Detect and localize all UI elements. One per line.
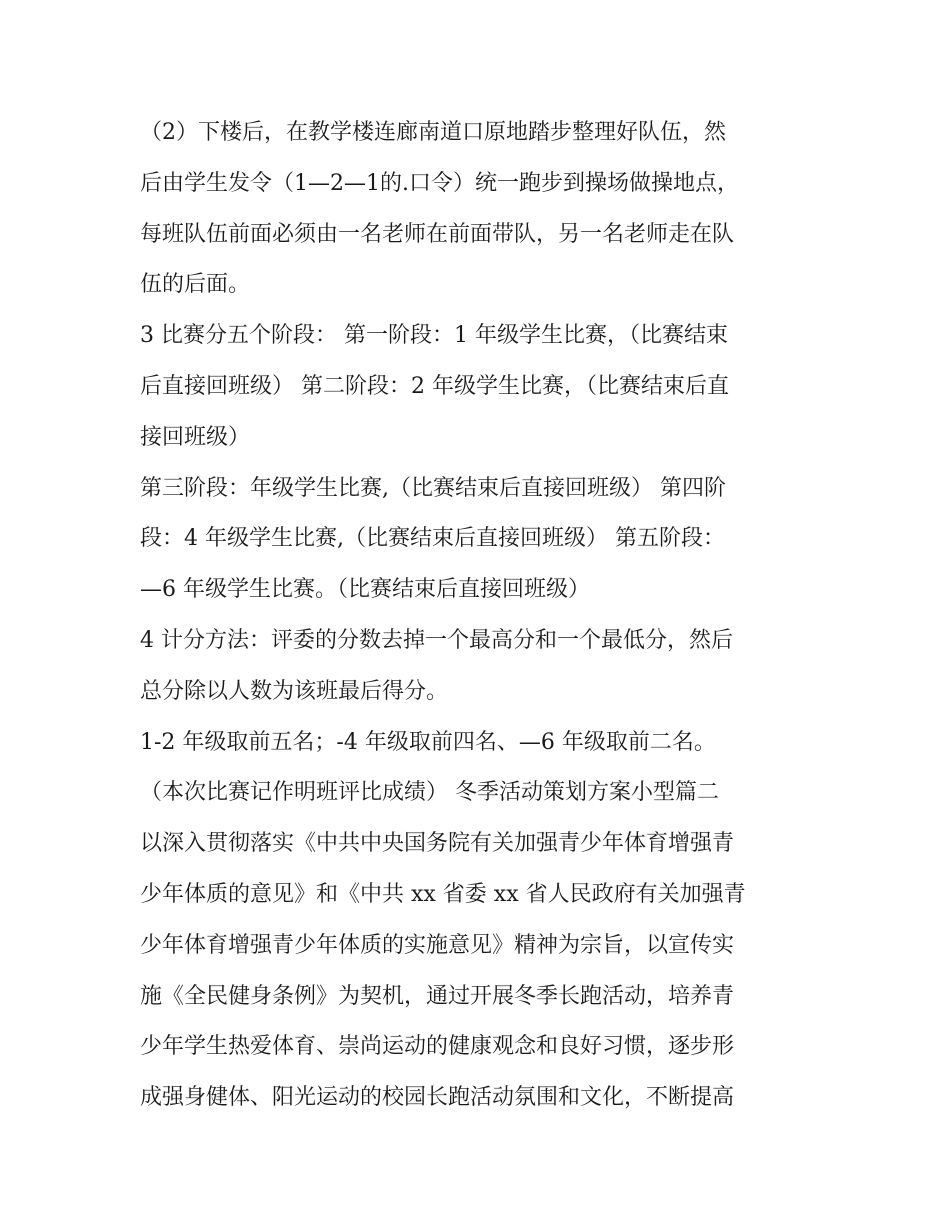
text-line: 后由学生发令（1—2—1的.口令）统一跑步到操场做操地点， <box>140 170 739 196</box>
document-body <box>140 108 830 1124</box>
text-line: —6 年级学生比赛。（比赛结束后直接回班级） <box>140 577 590 603</box>
text-line: 伍的后面。 <box>140 272 251 298</box>
text-line: 少年体质的意见》和《中共 xx 省委 xx 省人民政府有关加强青 <box>140 881 746 907</box>
text-line: 以深入贯彻落实《中共中央国务院有关加强青少年体育增强青 <box>140 831 735 857</box>
text-line: 段：4 年级学生比赛,（比赛结束后直接回班级） 第五阶段： <box>140 526 725 552</box>
text-line: 后直接回班级） 第二阶段：2 年级学生比赛，（比赛结束后直 <box>140 373 729 399</box>
text-line: 少年学生热爱体育、崇尚运动的健康观念和良好习惯，逐步形 <box>140 1034 735 1060</box>
text-line: 4 计分方法：评委的分数去掉一个最高分和一个最低分，然后 <box>140 627 733 653</box>
text-line: 施《全民健身条例》为契机，通过开展冬季长跑活动，培养青 <box>140 983 735 1009</box>
text-line: 少年体育增强青少年体质的实施意见》精神为宗旨，以宣传实 <box>140 932 735 958</box>
text-line: （本次比赛记作明班评比成绩） 冬季活动策划方案小型篇二 <box>140 780 719 806</box>
text-line: 总分除以人数为该班最后得分。 <box>140 678 449 704</box>
text-line: （2）下楼后，在教学楼连廊南道口原地踏步整理好队伍，然 <box>140 120 726 145</box>
text-line: 1-2 年级取前五名；-4 年级取前四名、—6 年级取前二名。 <box>140 729 716 755</box>
text-line: 3 比赛分五个阶段： 第一阶段：1 年级学生比赛，（比赛结束 <box>140 323 728 349</box>
text-line: 第三阶段：年级学生比赛,（比赛结束后直接回班级） 第四阶 <box>140 475 726 501</box>
text-line: 成强身健体、阳光运动的校园长跑活动氛围和文化，不断提高 <box>140 1085 735 1111</box>
text-line: 每班队伍前面必须由一名老师在前面带队，另一名老师走在队 <box>140 221 735 247</box>
text-line: 接回班级） <box>140 424 251 450</box>
